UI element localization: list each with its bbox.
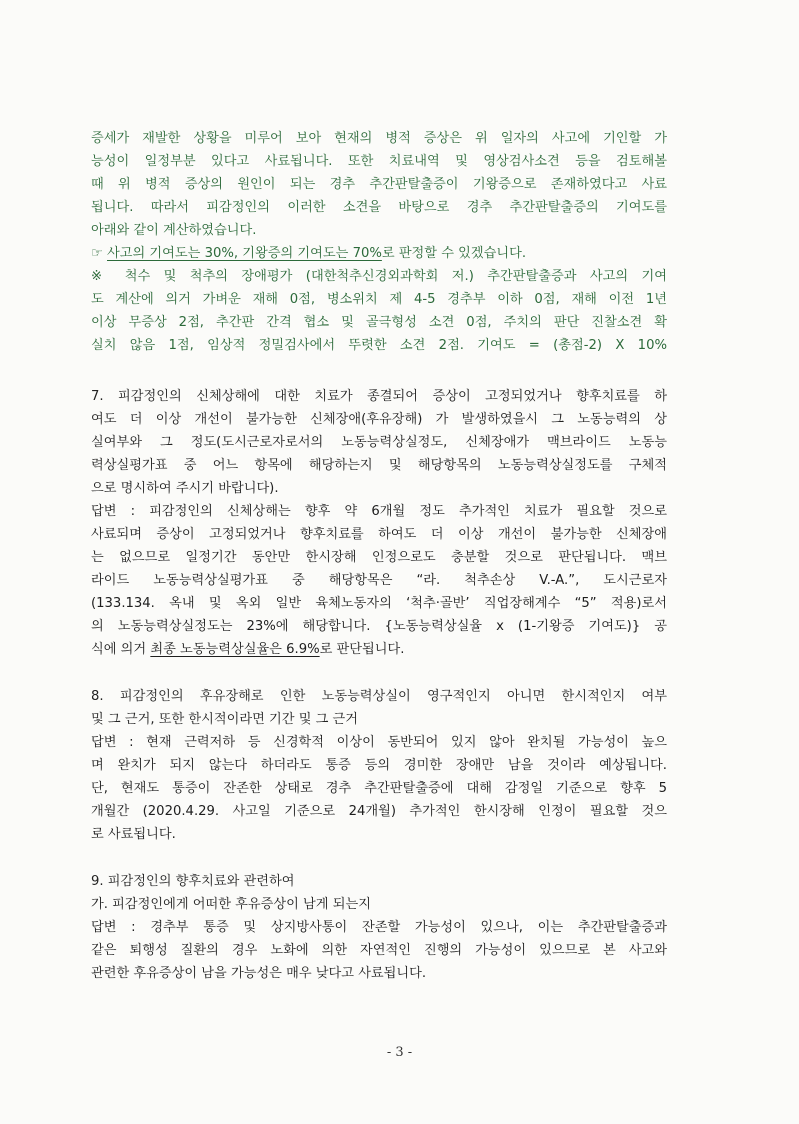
question-7: [91, 385, 667, 500]
answer-8: [91, 731, 667, 846]
page-number: - 3 -: [386, 1045, 413, 1060]
text-line: 이상 무증상 2점, 추간판 간격 협소 및 골극형성 소견 0점, 주치의 판단 진찰소견 확: [91, 315, 667, 330]
contribution-suffix: 로 판정할 수 있겠습니다.: [381, 246, 527, 261]
text-line: 9. 피감정인의 향후치료와 관련하여: [91, 874, 295, 889]
text-line: 단, 현재도 통증이 잔존한 상태로 경추 추간판탈출증에 대해 감정일 기준으로 향후 5: [91, 781, 667, 796]
text-line: 사료되며 증상이 고정되었거나 향후치료를 하여도 더 이상 개선이 불가능한 신체장애: [91, 527, 667, 542]
final-loss-prefix: 식에 의거: [91, 642, 151, 657]
question-9: [91, 870, 667, 916]
answer-9: [91, 916, 667, 985]
text-line: 때 위 병적 증상의 원인이 되는 경추 추간판탈출증이 기왕증으로 존재하였다고 사료: [91, 177, 667, 192]
final-loss-line: [91, 638, 667, 661]
text-line: 력상실평가표 중 어느 항목에 해당하는지 및 해당항목의 노동능력상실정도를 구체적: [91, 458, 667, 473]
text-line: 7. 피감정인의 신체상해에 대한 치료가 종결되어 증상이 고정되었거나 향후치료를 하: [91, 389, 667, 404]
text-line: 능성이 일정부분 있다고 사료됩니다. 또한 치료내역 및 영상검사소견 등을 검토해볼: [91, 154, 667, 169]
contribution-line: [91, 242, 667, 265]
text-line: 관련한 후유증상이 남을 가능성은 매우 낮다고 사료됩니다.: [91, 966, 427, 981]
text-line: 아래와 같이 계산하였습니다.: [91, 223, 257, 238]
pointer-marker: ☞: [91, 246, 108, 261]
final-loss-rate: 최종 노동능력상실율은 6.9%: [150, 642, 320, 657]
text-line: 는 없으므로 일정기간 동안만 한시장해 인정으로도 충분할 것으로 판단됩니다. 맥브: [91, 550, 667, 565]
question-8: [91, 685, 667, 731]
text-line: 라이드 노동능력상실평가표 중 해당항목은 “라. 척추손상 V.-A.”, 도시근로자: [91, 573, 667, 588]
text-line: 실치 않음 1점, 임상적 정밀검사에서 뚜렷한 소견 2점. 기여도 = (총점-2) X 10%: [91, 338, 667, 353]
answer-7: [91, 500, 667, 661]
text-line: 8. 피감정인의 후유장해로 인한 노동능력상실이 영구적인지 아니면 한시적인지 여부: [91, 689, 667, 704]
text-line: 개월간 (2020.4.29. 사고일 기준으로 24개월) 추가적인 한시장해 인정이 필요할 것으: [91, 804, 667, 819]
text-line: 도 계산에 의거 가벼운 재해 0점, 병소위치 제 4-5 경추부 이하 0점, 재해 이전 1년: [91, 292, 667, 307]
note-paragraph: [91, 265, 667, 357]
text-line: 의 노동능력상실정도는 23%에 해당합니다. {노동능력상실율 x (1-기왕증 기여도)} 공: [91, 619, 667, 634]
text-line: 으로 명시하여 주시기 바랍니다).: [91, 481, 279, 496]
opinion-paragraph: [91, 127, 667, 242]
text-line: 여도 더 이상 개선이 불가능한 신체장애(후유장해) 가 발생하였을시 그 노동능력의 상: [91, 412, 667, 427]
text-line: 및 그 근거, 또한 한시적이라면 기간 및 그 근거: [91, 712, 359, 727]
text-line: 답변 : 피감정인의 신체상해는 향후 약 6개월 정도 추가적인 치료가 필요할 것으로: [91, 504, 667, 519]
text-line: 증세가 재발한 상황을 미루어 보아 현재의 병적 증상은 위 일자의 사고에 기인할 가: [91, 131, 667, 146]
text-line: 답변 : 경추부 통증 및 상지방사통이 잔존할 가능성이 있으나, 이는 추간판탈출증과: [91, 920, 667, 935]
text-line: 답변 : 현재 근력저하 등 신경학적 이상이 동반되어 있지 않아 완치될 가능성이 높으: [91, 735, 667, 750]
text-line: 같은 퇴행성 질환의 경우 노화에 의한 자연적인 진행의 가능성이 있으므로 본 사고와: [91, 943, 667, 958]
contribution-ratio: 사고의 기여도는 30%, 기왕증의 기여도는 70%: [107, 246, 382, 261]
text-line: 실여부와 그 정도(도시근로자로서의 노동능력상실정도, 신체장애가 맥브라이드 노동능: [91, 435, 667, 450]
text-line: 가. 피감정인에게 어떠한 후유증상이 남게 되는지: [91, 897, 371, 912]
text-line: (133.134. 옥내 및 옥외 일반 육체노동자의 ‘척추·골반’ 직업장해계수 “5” 적용)로서: [91, 596, 667, 611]
text-line: 됩니다. 따라서 피감정인의 이러한 소견을 바탕으로 경추 추간판탈출증의 기여도를: [91, 200, 667, 215]
text-line: 로 사료됩니다.: [91, 827, 176, 842]
text-line: ※ 척수 및 척추의 장애평가 (대한척추신경외과학회 저.) 추간판탈출증과 사고의 기여: [91, 269, 667, 284]
text-line: 며 완치가 되지 않는다 하더라도 통증 등의 경미한 장애만 남을 것이라 예상됩니다.: [91, 758, 667, 773]
final-loss-suffix: 로 판단됩니다.: [319, 642, 405, 657]
